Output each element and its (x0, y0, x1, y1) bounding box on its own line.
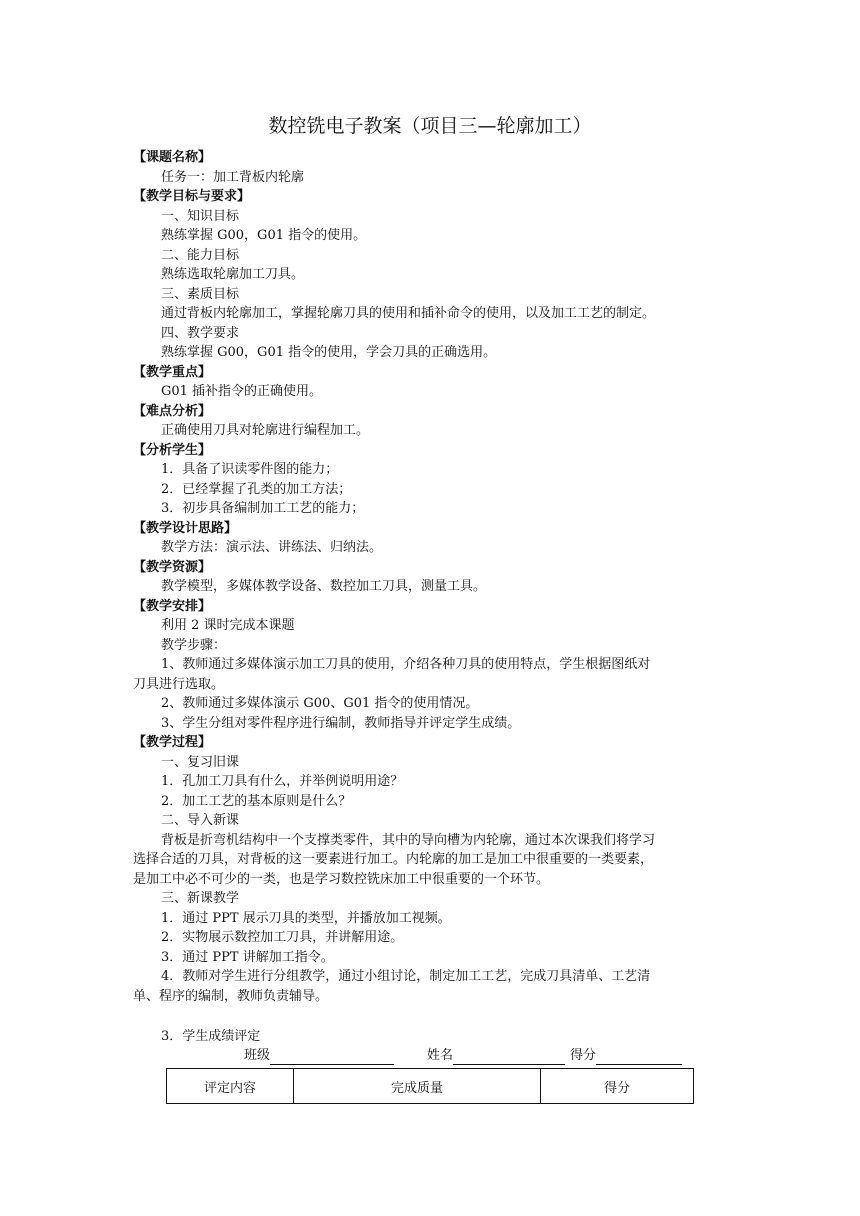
name-label: 姓名 (427, 1048, 454, 1063)
section-heading: 【教学目标与要求】 (133, 189, 251, 204)
section-heading: 【教学资源】 (133, 559, 212, 575)
body-line: 通过背板内轮廓加工，掌握轮廓刀具的使用和插补命令的使用，以及加工工艺的制定。 (161, 306, 656, 321)
body-line: 三、素质目标 (161, 286, 240, 302)
class-blank[interactable] (270, 1049, 394, 1065)
section-heading: 【教学安排】 (133, 598, 212, 614)
body-line: 熟练选取轮廓加工刀具。 (161, 267, 305, 282)
name-field (427, 1046, 565, 1065)
body-line: 刀具进行选取。 (133, 676, 225, 692)
section-heading: 【课题名称】 (133, 150, 212, 165)
body-line: 1．通过 PPT 展示刀具的类型，并播放加工视频。 (161, 910, 451, 926)
score-label: 得分 (570, 1048, 597, 1063)
section-heading: 【教学重点】 (133, 364, 212, 380)
body-line: 选择合适的刀具，对背板的这一要素进行加工。内轮廓的加工是加工中很重要的一类要素， (133, 852, 654, 867)
body-line: 熟练掌握 G00，G01 指令的使用，学会刀具的正确选用。 (161, 345, 497, 360)
body-line: 3．初步具备编制加工工艺的能力； (161, 501, 365, 516)
evaluation-table (166, 1068, 694, 1104)
body-line: 熟练掌握 G00，G01 指令的使用。 (161, 228, 367, 243)
header-cell-score: 得分 (541, 1069, 694, 1104)
body-line: 2．实物展示数控加工刀具，并讲解用途。 (161, 930, 404, 945)
body-line: 2、教师通过多媒体演示 G00、G01 指令的使用情况。 (161, 696, 479, 711)
body-line: 1．具备了识读零件图的能力； (161, 462, 339, 477)
header-cell-quality: 完成质量 (294, 1069, 541, 1104)
body-line: 正确使用刀具对轮廓进行编程加工。 (161, 423, 370, 438)
body-line: 3、学生分组对零件程序进行编制，教师指导并评定学生成绩。 (161, 715, 521, 731)
body-line: 二、导入新课 (161, 813, 240, 828)
body-line: 背板是折弯机结构中一个支撑类零件，其中的导向槽为内轮廓，通过本次课我们将学习 (161, 832, 656, 848)
score-field (570, 1046, 682, 1065)
body-line: 一、知识目标 (161, 208, 240, 224)
body-line: 2．加工工艺的基本原则是什么？ (161, 793, 352, 809)
body-line: 利用 2 课时完成本课题 (161, 618, 295, 633)
body-line: 教学步骤： (161, 637, 227, 653)
section-heading: 【教学过程】 (133, 735, 212, 750)
section-heading: 【教学设计思路】 (133, 520, 238, 536)
body-line: 1、教师通过多媒体演示加工刀具的使用，介绍各种刀具的使用特点，学生根据图纸对 (161, 657, 651, 672)
name-blank[interactable] (453, 1049, 565, 1065)
class-label: 班级 (244, 1048, 271, 1063)
section-heading: 【难点分析】 (133, 403, 212, 419)
page-title: 数控铣电子教案（项目三—轮廓加工） (268, 115, 592, 137)
section-heading: 【分析学生】 (133, 442, 212, 458)
table-header-row (167, 1069, 694, 1104)
body-line: 教学方法：演示法、讲练法、归纳法。 (161, 540, 383, 555)
body-line: 是加工中必不可少的一类，也是学习数控铣床加工中很重要的一个环节。 (133, 871, 550, 887)
body-line: G01 插补指令的正确使用。 (161, 384, 323, 399)
body-line: 二、能力目标 (161, 247, 240, 263)
body-line: 2．已经掌握了孔类的加工方法； (161, 481, 352, 497)
body-line: 单、程序的编制，教师负责辅导。 (133, 988, 329, 1004)
eval-heading: 3．学生成绩评定 (161, 1029, 261, 1044)
body-line: 3．通过 PPT 讲解加工指令。 (161, 949, 334, 965)
body-line: 教学模型，多媒体教学设备、数控加工刀具，测量工具。 (161, 579, 487, 594)
class-field (244, 1046, 394, 1065)
body-line: 四、教学要求 (161, 325, 240, 341)
score-blank[interactable] (596, 1049, 682, 1065)
body-line: 一、复习旧课 (161, 754, 240, 770)
body-line: 任务一：加工背板内轮廓 (161, 169, 305, 185)
body-line: 1．孔加工刀具有什么，并举例说明用途？ (161, 774, 404, 789)
body-line: 4．教师对学生进行分组教学，通过小组讨论，制定加工工艺，完成刀具清单、工艺清 (161, 969, 651, 984)
header-cell-content: 评定内容 (167, 1069, 294, 1104)
body-line: 三、新课教学 (161, 891, 240, 906)
